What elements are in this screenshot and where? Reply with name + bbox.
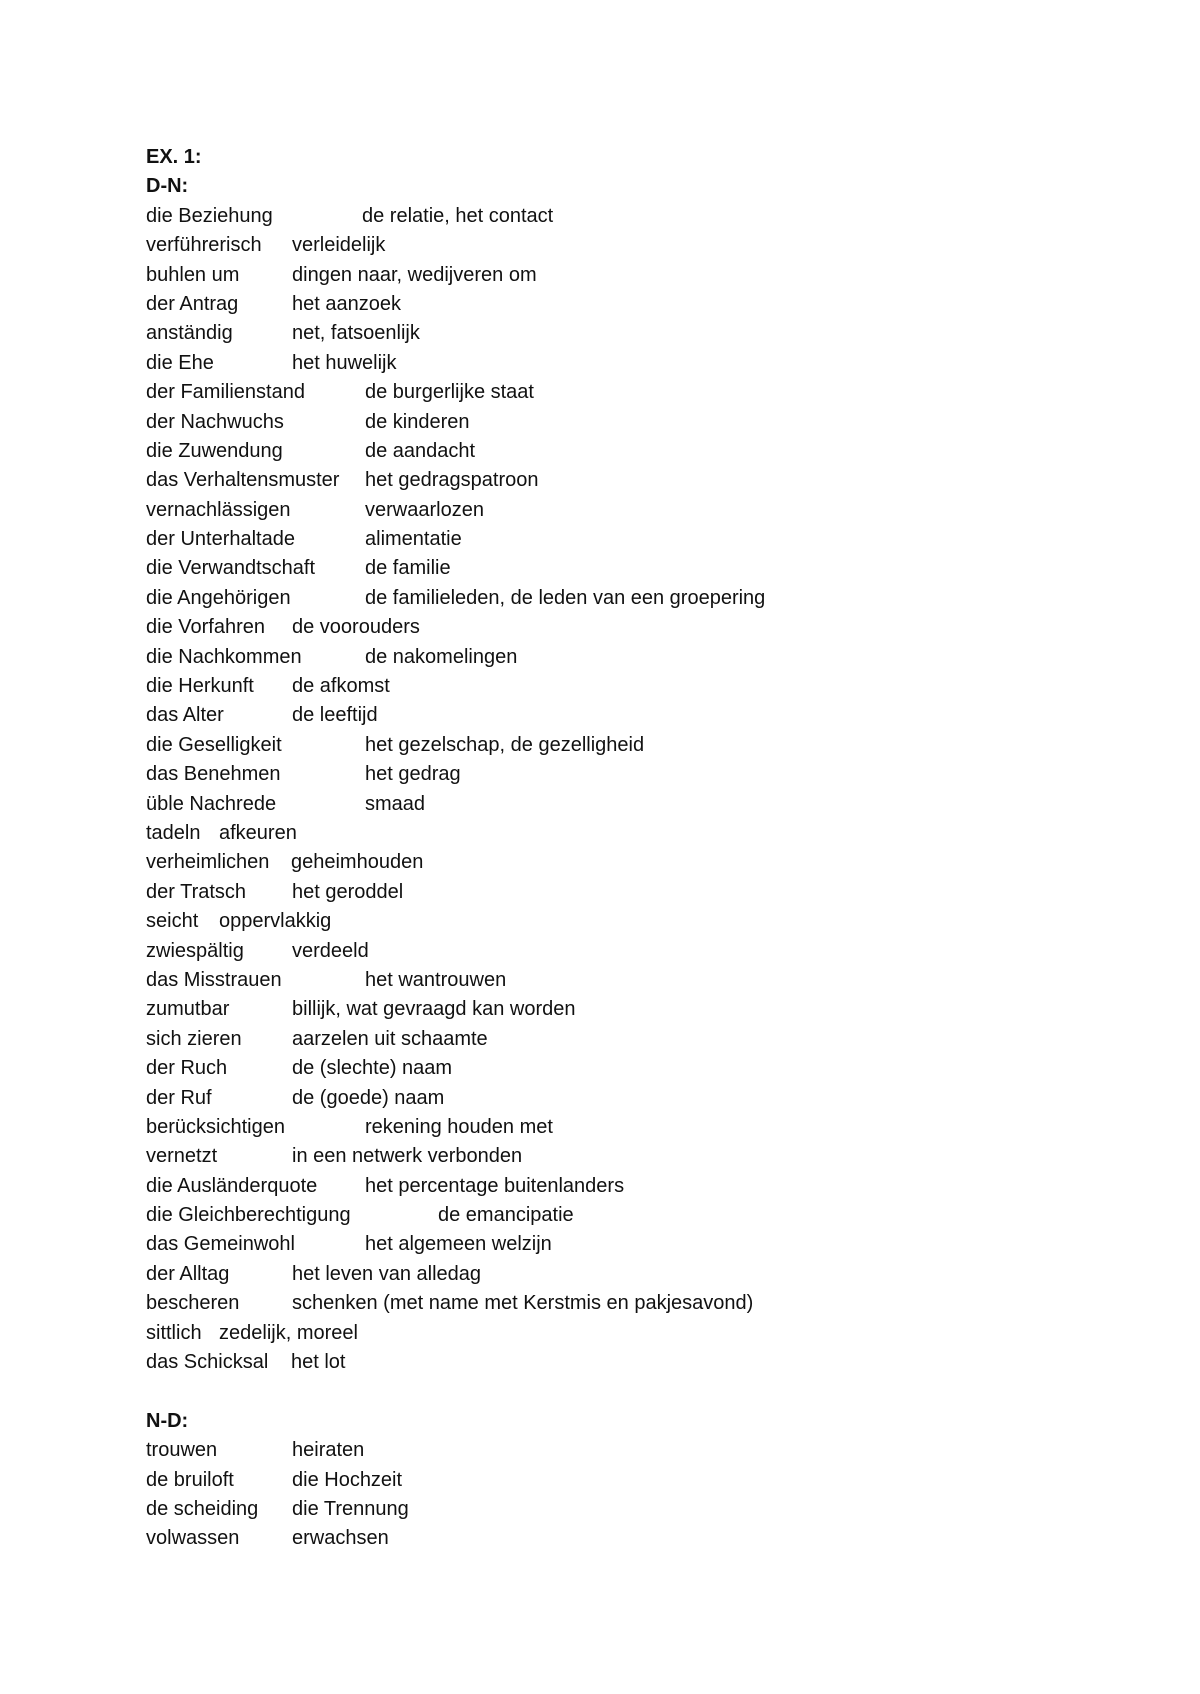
vocab-translation: verleidelijk xyxy=(292,234,386,257)
vocab-entry xyxy=(146,261,1146,290)
vocab-translation: schenken (met name met Kerstmis en pakjesavond) xyxy=(292,1292,754,1315)
vocab-term: die Nachkommen xyxy=(146,645,302,668)
vocab-translation: die Hochzeit xyxy=(292,1468,403,1491)
vocab-translation: het gedrag xyxy=(365,763,461,786)
section-title-d-n: D-N: xyxy=(146,175,189,198)
vocab-translation: die Trennung xyxy=(292,1497,409,1520)
vocab-translation: de relatie, het contact xyxy=(362,204,554,227)
vocab-translation: alimentatie xyxy=(365,528,462,551)
vocab-translation: de leeftijd xyxy=(292,704,378,727)
vocab-translation: heiraten xyxy=(292,1439,365,1462)
vocab-term: seicht xyxy=(146,910,199,933)
vocab-term: sich zieren xyxy=(146,1027,242,1050)
vocab-translation: het huwelijk xyxy=(292,351,397,374)
vocab-term: buhlen um xyxy=(146,263,240,286)
vocab-term: sittlich xyxy=(146,1321,202,1344)
vocab-entry xyxy=(146,496,1146,525)
vocab-entry xyxy=(146,1436,1146,1465)
vocab-translation: de emancipatie xyxy=(438,1204,574,1227)
exercise-heading: EX. 1: xyxy=(146,146,202,168)
vocab-entry xyxy=(146,1113,1146,1142)
vocab-term: das Alter xyxy=(146,704,224,727)
vocab-entry xyxy=(146,643,1146,672)
vocab-term: der Ruch xyxy=(146,1057,228,1080)
vocab-entry xyxy=(146,878,1146,907)
vocab-translation: de afkomst xyxy=(292,675,390,698)
vocab-term: das Misstrauen xyxy=(146,968,282,991)
vocab-term: die Beziehung xyxy=(146,204,273,227)
vocab-entry xyxy=(146,437,1146,466)
vocab-entry xyxy=(146,1466,1146,1495)
vocab-term: üble Nachrede xyxy=(146,792,277,815)
vocab-entry xyxy=(146,1319,1146,1348)
vocab-term: die Herkunft xyxy=(146,675,254,698)
vocab-entry xyxy=(146,408,1146,437)
vocab-entry xyxy=(146,202,1146,231)
vocab-term: der Antrag xyxy=(146,292,239,315)
vocab-term: die Ehe xyxy=(146,351,214,374)
vocab-translation: het wantrouwen xyxy=(365,968,507,991)
vocab-entry xyxy=(146,848,1146,877)
vocab-entry xyxy=(146,1289,1146,1318)
vocab-term: der Unterhaltade xyxy=(146,528,295,551)
vocab-translation: aarzelen uit schaamte xyxy=(292,1027,488,1050)
vocab-translation: het algemeen welzijn xyxy=(365,1233,552,1256)
vocab-term: das Schicksal xyxy=(146,1351,269,1374)
vocab-term: de bruiloft xyxy=(146,1468,234,1491)
vocab-translation: het geroddel xyxy=(292,880,404,903)
vocab-entry xyxy=(146,1142,1146,1171)
vocab-entry xyxy=(146,1524,1146,1553)
vocab-list-d-n xyxy=(146,202,1146,1378)
vocab-entry xyxy=(146,1230,1146,1259)
vocab-entry xyxy=(146,1348,1146,1377)
vocab-entry xyxy=(146,613,1146,642)
vocab-entry xyxy=(146,1054,1146,1083)
vocab-entry xyxy=(146,1084,1146,1113)
vocab-entry xyxy=(146,290,1146,319)
vocab-entry xyxy=(146,349,1146,378)
vocab-entry xyxy=(146,466,1146,495)
vocab-term: das Verhaltensmuster xyxy=(146,469,340,492)
vocab-term: bescheren xyxy=(146,1292,240,1315)
vocab-translation: billijk, wat gevraagd kan worden xyxy=(292,998,576,1021)
vocab-translation: afkeuren xyxy=(219,821,297,844)
vocab-term: tadeln xyxy=(146,821,201,844)
vocab-entry xyxy=(146,731,1146,760)
vocab-term: die Vorfahren xyxy=(146,616,265,639)
vocab-translation: oppervlakkig xyxy=(219,910,332,933)
vocab-translation: zedelijk, moreel xyxy=(219,1321,358,1344)
vocab-translation: het aanzoek xyxy=(292,292,401,315)
vocab-entry xyxy=(146,1172,1146,1201)
document-page xyxy=(146,143,1146,1554)
vocab-translation: in een netwerk verbonden xyxy=(292,1145,523,1168)
vocab-translation: de kinderen xyxy=(365,410,470,433)
vocab-translation: de (goede) naam xyxy=(292,1086,445,1109)
vocab-entry xyxy=(146,1025,1146,1054)
vocab-term: vernachlässigen xyxy=(146,498,291,521)
vocab-translation: het percentage buitenlanders xyxy=(365,1174,625,1197)
section-title-n-d: N-D: xyxy=(146,1409,189,1432)
vocab-term: anständig xyxy=(146,322,233,345)
vocab-term: die Ausländerquote xyxy=(146,1174,318,1197)
vocab-entry xyxy=(146,584,1146,613)
vocab-translation: dingen naar, wedijveren om xyxy=(292,263,537,286)
vocab-entry xyxy=(146,760,1146,789)
vocab-translation: erwachsen xyxy=(292,1527,389,1550)
vocab-term: die Verwandtschaft xyxy=(146,557,315,580)
vocab-translation: geheimhouden xyxy=(291,851,424,874)
vocab-translation: net, fatsoenlijk xyxy=(292,322,420,345)
vocab-term: der Ruf xyxy=(146,1086,212,1109)
vocab-term: berücksichtigen xyxy=(146,1115,285,1138)
vocab-list-n-d xyxy=(146,1436,1146,1554)
vocab-term: volwassen xyxy=(146,1527,240,1550)
vocab-entry xyxy=(146,1201,1146,1230)
vocab-term: de scheiding xyxy=(146,1497,259,1520)
vocab-term: die Zuwendung xyxy=(146,439,283,462)
vocab-term: verheimlichen xyxy=(146,851,270,874)
vocab-translation: het gedragspatroon xyxy=(365,469,539,492)
vocab-entry xyxy=(146,525,1146,554)
vocab-entry xyxy=(146,701,1146,730)
vocab-translation: de familie xyxy=(365,557,451,580)
vocab-entry xyxy=(146,378,1146,407)
vocab-translation: de aandacht xyxy=(365,439,476,462)
vocab-term: zumutbar xyxy=(146,998,230,1021)
vocab-translation: smaad xyxy=(365,792,426,815)
vocab-translation: verwaarlozen xyxy=(365,498,484,521)
vocab-translation: de voorouders xyxy=(292,616,420,639)
vocab-entry xyxy=(146,937,1146,966)
vocab-term: verführerisch xyxy=(146,234,262,257)
vocab-entry xyxy=(146,1260,1146,1289)
vocab-entry xyxy=(146,231,1146,260)
vocab-entry xyxy=(146,672,1146,701)
vocab-entry xyxy=(146,790,1146,819)
vocab-translation: de (slechte) naam xyxy=(292,1057,453,1080)
vocab-term: vernetzt xyxy=(146,1145,218,1168)
vocab-entry xyxy=(146,554,1146,583)
vocab-entry xyxy=(146,907,1146,936)
vocab-term: die Geselligkeit xyxy=(146,733,282,756)
vocab-translation: rekening houden met xyxy=(365,1115,553,1138)
section-gap xyxy=(146,1377,1146,1406)
vocab-entry xyxy=(146,819,1146,848)
vocab-translation: verdeeld xyxy=(292,939,369,962)
vocab-translation: de nakomelingen xyxy=(365,645,518,668)
vocab-term: der Alltag xyxy=(146,1262,230,1285)
vocab-translation: het lot xyxy=(291,1351,346,1374)
vocab-term: das Benehmen xyxy=(146,763,281,786)
vocab-translation: de burgerlijke staat xyxy=(365,381,534,404)
vocab-term: das Gemeinwohl xyxy=(146,1233,295,1256)
vocab-translation: het gezelschap, de gezelligheid xyxy=(365,733,645,756)
vocab-entry xyxy=(146,1495,1146,1524)
vocab-translation: het leven van alledag xyxy=(292,1262,482,1285)
vocab-term: die Gleichberechtigung xyxy=(146,1204,351,1227)
vocab-entry xyxy=(146,319,1146,348)
vocab-term: zwiespältig xyxy=(146,939,244,962)
vocab-entry xyxy=(146,966,1146,995)
vocab-translation: de familieleden, de leden van een groepering xyxy=(365,586,766,609)
vocab-term: der Tratsch xyxy=(146,880,247,903)
vocab-term: trouwen xyxy=(146,1439,218,1462)
vocab-term: der Nachwuchs xyxy=(146,410,284,433)
vocab-entry xyxy=(146,995,1146,1024)
vocab-term: die Angehörigen xyxy=(146,586,291,609)
vocab-term: der Familienstand xyxy=(146,381,305,404)
